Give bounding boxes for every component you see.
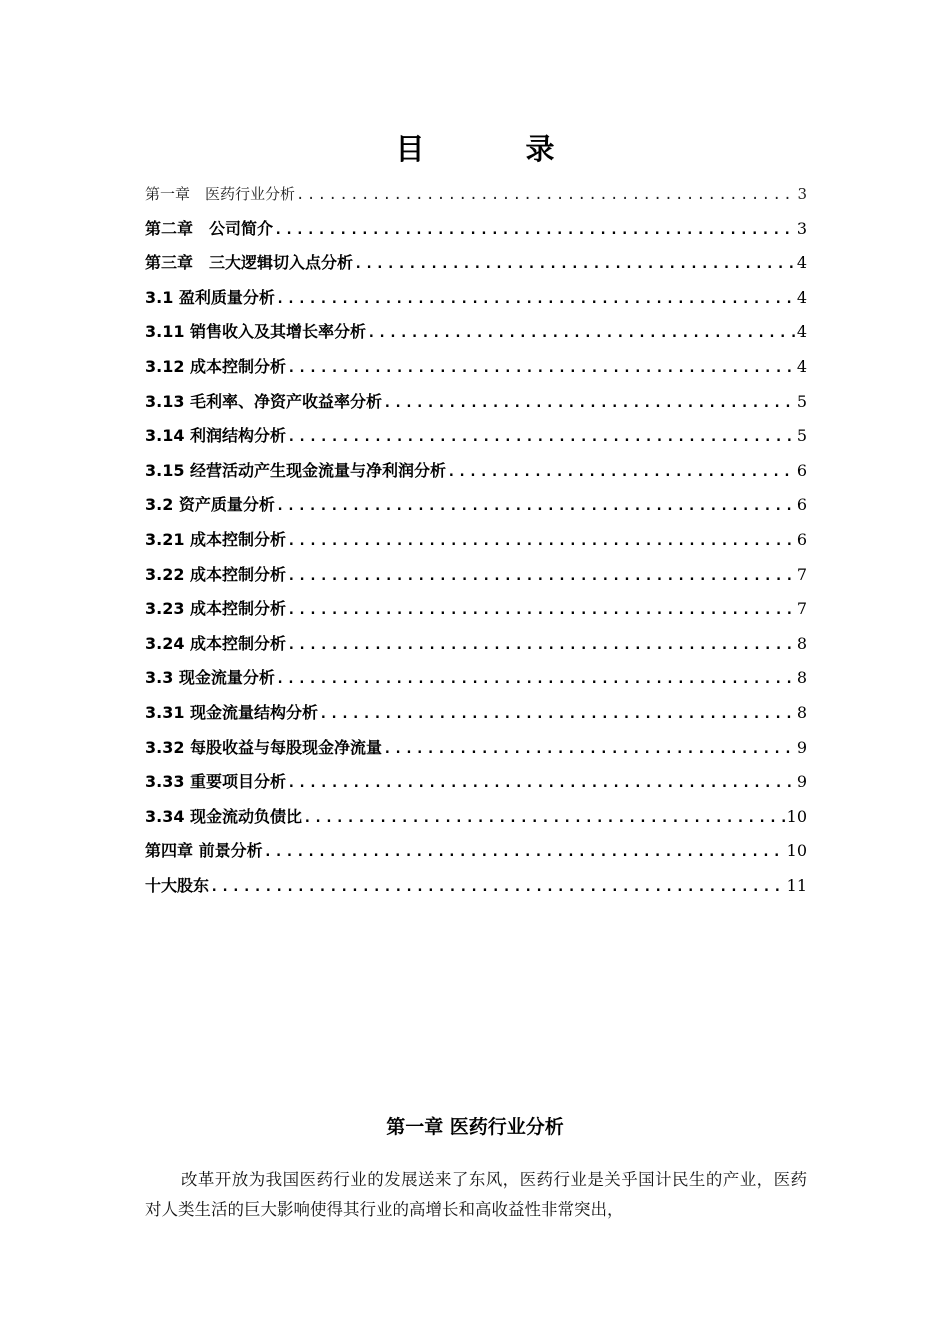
toc-entry-label: 第三章 三大逻辑切入点分析 (145, 253, 354, 273)
toc-leader-dots (276, 489, 796, 523)
toc-leader-dots (319, 697, 796, 731)
toc-entry-label: 3.21 成本控制分析 (145, 529, 287, 549)
toc-leader-dots (447, 455, 796, 489)
toc-entry-page: 8 (796, 702, 807, 722)
toc-entry-page: 5 (796, 426, 807, 446)
toc-entry-label: 十大股东 (145, 875, 210, 895)
toc-leader-dots (264, 835, 786, 869)
toc-entry-label: 3.22 成本控制分析 (145, 564, 287, 584)
toc-entry-label: 3.11 销售收入及其增长率分析 (145, 322, 367, 342)
toc-leader-dots (287, 559, 796, 593)
toc-entry-label: 3.3 现金流量分析 (145, 668, 275, 688)
toc-entry-label: 3.24 成本控制分析 (145, 633, 287, 653)
toc-entry-page: 6 (796, 529, 807, 549)
chapter-heading: 第一章 医药行业分析 (386, 1116, 564, 1138)
toc-leader-dots (276, 662, 796, 696)
toc-leader-dots (383, 386, 796, 420)
toc-entry[interactable] (145, 177, 807, 212)
toc-leader-dots (367, 316, 796, 350)
chapter-paragraph: 改革开放为我国医药行业的发展送来了东风，医药行业是关乎国计民生的产业，医药对人类生活的巨大影响使得其行业的高增长和高收益性非常突出， (145, 1169, 807, 1219)
toc-title: 目 录 (395, 132, 591, 166)
toc-entry-label: 3.23 成本控制分析 (145, 599, 287, 619)
toc-entry[interactable] (145, 281, 807, 316)
toc-entry-page: 4 (796, 322, 807, 342)
toc-entry-page: 7 (796, 564, 807, 584)
toc-entry-page: 4 (796, 356, 807, 376)
toc-leader-dots (276, 282, 796, 316)
toc-leader-dots (287, 524, 796, 558)
toc-entry[interactable] (145, 592, 807, 627)
toc-entry[interactable] (145, 385, 807, 420)
toc-entry[interactable] (145, 627, 807, 662)
toc-entry-page: 5 (796, 391, 807, 411)
toc-entry-page: 11 (786, 875, 807, 895)
toc-entry[interactable] (145, 661, 807, 696)
toc-entry[interactable] (145, 765, 807, 800)
toc-entry-page: 10 (786, 806, 807, 826)
toc-entry[interactable] (145, 558, 807, 593)
toc-entry[interactable] (145, 315, 807, 350)
toc-entry-label: 3.31 现金流量结构分析 (145, 702, 319, 722)
toc-leader-dots (287, 766, 796, 800)
toc-entry-page: 10 (786, 841, 807, 861)
toc-entry-page: 8 (796, 668, 807, 688)
toc-entry-label: 3.15 经营活动产生现金流量与净利润分析 (145, 460, 447, 480)
toc-entry[interactable] (145, 834, 807, 869)
toc-leader-dots (287, 628, 796, 662)
table-of-contents (145, 177, 807, 903)
toc-entry-page: 4 (796, 253, 807, 273)
toc-entry-label: 第四章 前景分析 (145, 841, 263, 861)
toc-entry[interactable] (145, 800, 807, 835)
toc-entry-label: 3.13 毛利率、净资产收益率分析 (145, 391, 383, 411)
toc-entry-page: 4 (796, 287, 807, 307)
toc-entry-page: 8 (796, 633, 807, 653)
toc-leader-dots (210, 870, 786, 904)
toc-entry-page: 6 (796, 495, 807, 515)
toc-entry[interactable] (145, 246, 807, 281)
toc-entry-label: 3.1 盈利质量分析 (145, 287, 275, 307)
toc-entry[interactable] (145, 454, 807, 489)
toc-leader-dots (274, 213, 796, 247)
toc-entry-label: 3.32 每股收益与每股现金净流量 (145, 737, 383, 757)
toc-entry[interactable] (145, 350, 807, 385)
toc-entry[interactable] (145, 419, 807, 454)
toc-entry-label: 3.12 成本控制分析 (145, 356, 287, 376)
toc-leader-dots (296, 178, 796, 212)
toc-entry[interactable] (145, 212, 807, 247)
toc-leader-dots (383, 732, 796, 766)
toc-entry-label: 3.14 利润结构分析 (145, 426, 287, 446)
toc-leader-dots (287, 593, 796, 627)
toc-leader-dots (287, 420, 796, 454)
toc-entry-page: 7 (796, 599, 807, 619)
toc-entry-page: 9 (796, 737, 807, 757)
toc-entry[interactable] (145, 523, 807, 558)
toc-entry-page: 6 (796, 460, 807, 480)
toc-entry[interactable] (145, 731, 807, 766)
toc-leader-dots (303, 801, 786, 835)
toc-entry-page: 9 (796, 772, 807, 792)
toc-leader-dots (287, 351, 796, 385)
toc-leader-dots (354, 247, 796, 281)
toc-entry-label: 3.34 现金流动负债比 (145, 806, 303, 826)
toc-entry[interactable] (145, 869, 807, 904)
toc-entry-page: 3 (796, 218, 807, 238)
toc-entry-page: 3 (797, 185, 807, 203)
toc-entry-label: 第二章 公司简介 (145, 218, 274, 238)
toc-entry-label: 3.2 资产质量分析 (145, 495, 275, 515)
toc-entry-label: 3.33 重要项目分析 (145, 772, 287, 792)
toc-entry[interactable] (145, 488, 807, 523)
toc-entry-label: 第一章 医药行业分析 (145, 185, 296, 203)
toc-entry[interactable] (145, 696, 807, 731)
